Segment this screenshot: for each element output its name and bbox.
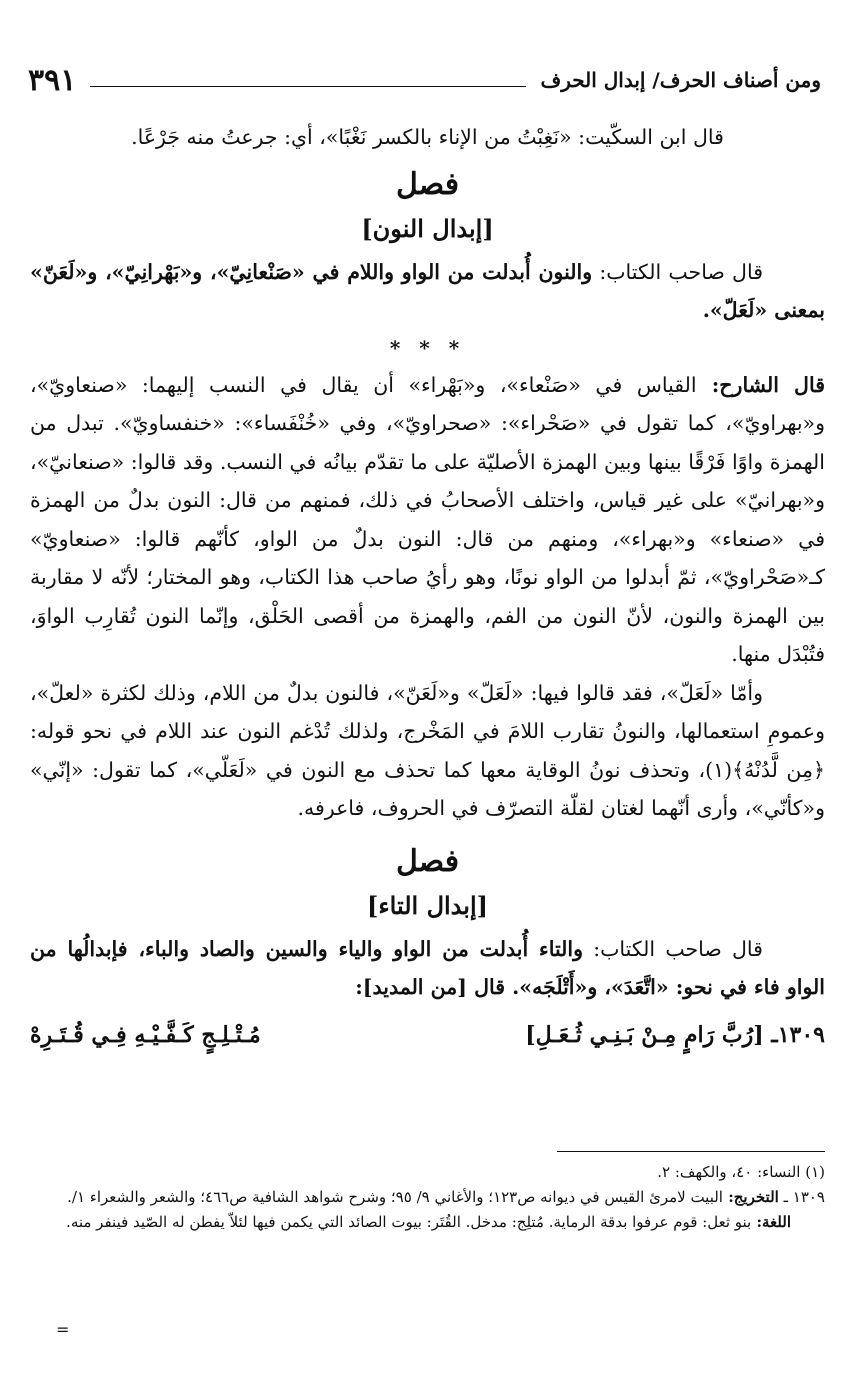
footnote-1309-number: ١٣٠٩ ـ xyxy=(778,1188,825,1206)
main-text xyxy=(30,118,825,1057)
section-subheading-2: [إبدال التاء] xyxy=(367,890,488,920)
matn-intro-1: قال صاحب الكتاب: xyxy=(592,259,763,284)
poetry-verse xyxy=(30,1013,825,1057)
header-rule xyxy=(90,86,526,87)
matn-text-2: والتاء أُبدلت من الواو والياء والسين والصاد والباء، فإبدالُها من الواو فاء في نحو: «اتَّعَدَ»، و«أَتْلَجَه». قال [من المديد]: xyxy=(30,936,825,999)
footnote-lugha-text: بنو ثعل: قوم عرفوا بدقة الرماية. مُتلِج: مدخل. القُتَر: بيوت الصائد التي يكمن فيها لئلاّ يفطن له الصّيد فينفر منه. xyxy=(66,1213,752,1231)
stars-separator: * * * xyxy=(389,335,466,360)
footnote-lugha xyxy=(30,1210,825,1235)
intro-line: قال ابن السكّيت: «نَغِبْتُ من الإناء بالكسر نَغْبًا»، أي: جرعتُ منه جَرْعًا. xyxy=(131,125,724,149)
sharh-paragraph-1 xyxy=(30,366,825,674)
matn-text-1: والنون أُبدلت من الواو واللام في «صَنْعانِيّ»، و«بَهْرانِيّ»، و«لَعَنّ» بمعنى «لَعَلّ». xyxy=(30,259,825,322)
footnote-1309-text: البيت لامرئ القيس في ديوانه ص١٢٣؛ والأغاني ٩/ ٩٥؛ وشرح شواهد الشافية ص٤٦٦؛ والشعر والشعراء ١/. xyxy=(67,1188,723,1206)
footnote-lugha-label: اللغة: xyxy=(751,1213,791,1231)
footnote-1309 xyxy=(30,1185,825,1210)
running-header xyxy=(28,58,821,102)
footnotes xyxy=(30,1160,825,1235)
section-heading-2: فصل xyxy=(395,843,460,879)
sharh-paragraph-2: وأمّا «لَعَلّ»، فقد قالوا فيها: «لَعَلّ» و«لَعَنّ»، فالنون بدلٌ من اللام، وذلك لكثرة «لعلّ»، وعمومِ استعمالها، والنونُ تقارب اللامَ في المَخْرج، ولذلك تُدْغم النون عند اللام في نحو قوله: ﴿مِن لَّدُنْهُ﴾(١)، وتحذف نونُ الوقاية معها كما تحذف مع النون في «لَعَلّي»، كما تقول: «إنّي» و«كأنّي»، وأرى أنّهما لغتان لقلّة التصرّف في الحروف، فاعرفه. xyxy=(30,680,825,820)
running-title: ومن أصناف الحرف/ إبدال الحرف xyxy=(540,68,821,92)
matn-paragraph-2 xyxy=(30,930,825,1007)
footnote-rule xyxy=(557,1151,825,1152)
verse-first-hemistich: ١٣٠٩ـ [رُبَّ رَامٍ مِـنْ بَـنِـي ثُـعَـلِ] xyxy=(525,1021,825,1048)
page-number: ٣٩١ xyxy=(28,62,77,98)
matn-intro-2: قال صاحب الكتاب: xyxy=(582,936,763,961)
section-subheading-1: [إبدال النون] xyxy=(361,213,494,243)
footnote-1: (١) النساء: ٤٠، والكهف: ٢. xyxy=(657,1163,825,1181)
matn-paragraph-1 xyxy=(30,253,825,330)
verse-second-hemistich: مُـتْـلِـجٍ كَـفَّـيْـهِ فِـي قُـتَـرِهْ xyxy=(30,1021,261,1048)
sharh-text-1: القياس في «صَنْعاء»، و«بَهْراء» أن يقال في النسب إليهما: «صنعاويّ»، و«بهراويّ»، كما تقول في «صَحْراء»: «صحراويّ»، وفي «خُنْفَساء»: «خنفساويّ». تبدل من الهمزة واوًا فَرْقًا بينها وبين الهمزة الأصليّة على ما تقدّم بيانُه في النسب. وقد قالوا: «صنعانيّ»، و«بهرانيّ» على غير قياس، واختلف الأصحابُ في ذلك، فمنهم من قال: النون بدلٌ من الهمزة في «صنعاء» و«بهراء»، ومنهم من قال: النون بدلٌ من الواو، كأنّهم قالوا: «صنعاويّ» كـ«صَحْراويّ»، ثمّ أبدلوا من الواو نونًا، وهو رأيُ صاحب هذا الكتاب، وهو المختار؛ لأنّه لا مقاربة بين الهمزة والنون، لأنّ النون من الفم، والهمزة من أقصى الحَلْق، وإنّما النون تُقارِب الواوَ، فتُبْدَل منها. xyxy=(30,372,825,666)
footnote-1309-label: التخريج: xyxy=(722,1188,779,1206)
continuation-mark: = xyxy=(56,1320,70,1339)
sharh-label: قال الشارح: xyxy=(696,372,826,397)
section-heading-1: فصل xyxy=(395,166,460,202)
